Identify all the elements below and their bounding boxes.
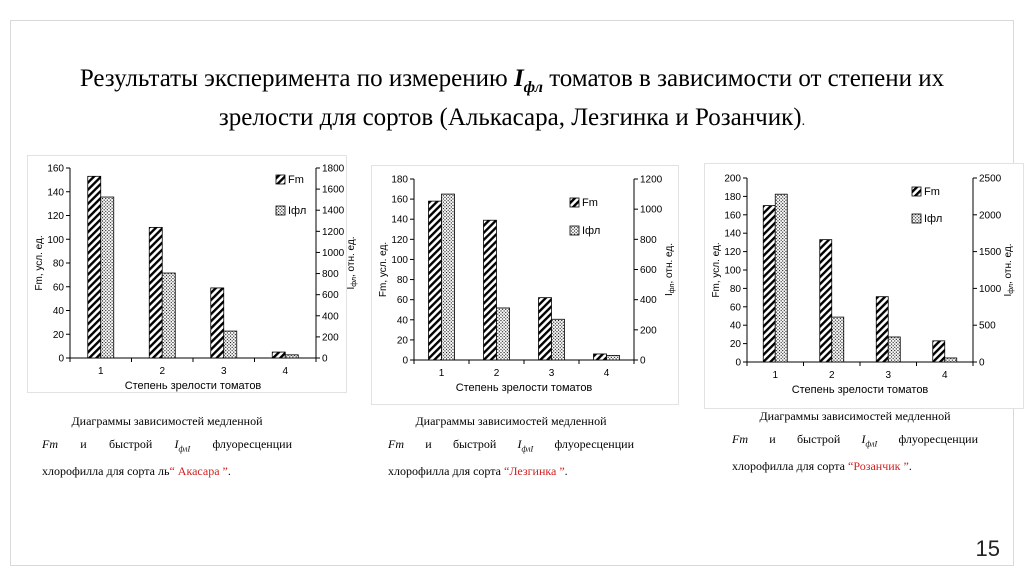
y2-tick-label: 0 [322, 353, 328, 365]
y-tick-label: 40 [396, 315, 408, 327]
caption-fm: Fm [732, 432, 748, 446]
title-symbol-sub: фл [523, 79, 543, 96]
chart-panel-lezginka [371, 165, 679, 405]
y-tick-label: 60 [729, 302, 741, 314]
y-tick-label: 0 [402, 355, 408, 367]
caption-line-1: Диаграммы зависимостей медленной [71, 414, 263, 428]
y-tick-label: 20 [729, 339, 741, 351]
bar-ifl [552, 319, 565, 360]
bar-fm [539, 298, 552, 360]
chart-panel-alkasara [27, 155, 358, 393]
y2-tick-label: 1200 [640, 174, 663, 186]
page-number: 15 [975, 536, 1000, 561]
y-tick-label: 120 [391, 234, 408, 246]
caption-sort-name: “ Акасара ” [169, 464, 228, 479]
chart-panel-rozanchik [704, 163, 1024, 409]
caption-line-3: хлорофилла для сорта ль“ Акасара ”. [42, 464, 231, 479]
y-tick-label: 0 [58, 353, 64, 365]
legend-label-ifl: Iфл [924, 213, 943, 225]
y-tick-label: 120 [724, 247, 741, 259]
title-line-1 [40, 64, 984, 103]
bar-fm [484, 220, 497, 360]
x-tick-label: 4 [941, 370, 948, 381]
y2-tick-label: 400 [640, 295, 657, 307]
caption-line-1: Диаграммы зависимостей медленной [415, 414, 607, 428]
y-tick-label: 140 [47, 187, 64, 199]
y-tick-label: 180 [391, 174, 408, 186]
legend-swatch-ifl [912, 214, 921, 223]
x-tick-label: 2 [828, 370, 835, 381]
legend-label-fm: Fm [924, 186, 940, 198]
caption-line-1: Диаграммы зависимостей медленной [759, 409, 951, 423]
chart-svg [28, 156, 358, 394]
y2-tick-label: 800 [640, 234, 657, 246]
y-tick-label: 80 [396, 275, 408, 287]
y-tick-label: 40 [52, 306, 64, 317]
legend-label-fm: Fm [582, 197, 598, 209]
x-tick-label: 3 [220, 366, 227, 377]
y-tick-label: 100 [391, 254, 408, 266]
y-tick-label: 160 [47, 163, 64, 175]
y-tick-label: 20 [396, 335, 408, 347]
bar-fm [149, 227, 162, 358]
x-tick-label: 3 [885, 370, 892, 381]
y-tick-label: 120 [47, 211, 64, 222]
bar-ifl [497, 308, 510, 360]
y2-axis-label: $I_{фл}$, отн. ед. [664, 243, 676, 296]
bar-fm [820, 240, 832, 362]
y-axis-label: Fm, усл. ед. [711, 242, 722, 298]
bar-fm [272, 352, 285, 358]
y2-tick-label: 800 [322, 269, 339, 281]
title-text-3: зрелости для сортов (Алькасара, Лезгинка и Розанчик) [218, 104, 802, 131]
bar-ifl [832, 317, 844, 362]
y2-tick-label: 1500 [979, 247, 1002, 259]
y2-tick-label: 1600 [322, 184, 345, 196]
caption-line-2: Fm и быстрой $I_{флI}$ флуоресценции [732, 428, 978, 455]
y2-tick-label: 0 [979, 357, 985, 369]
y-tick-label: 0 [735, 357, 741, 369]
bar-fm [933, 341, 945, 362]
y2-tick-label: 600 [640, 265, 657, 276]
bar-ifl [101, 197, 114, 358]
bar-ifl [162, 273, 175, 358]
caption-line-3: хлорофилла для сорта “Розанчик ”. [732, 459, 912, 474]
title-line-2: зрелости для сортов (Алькасара, Лезгинка и Розанчик). [218, 104, 806, 131]
caption-ifl: $I_{флI}$ [861, 432, 878, 449]
y-tick-label: 100 [47, 234, 64, 246]
bar-ifl [775, 194, 787, 362]
y-tick-label: 60 [396, 295, 408, 307]
y2-tick-label: 1200 [322, 226, 345, 238]
legend-label-ifl: Iфл [288, 205, 307, 217]
caption-alkasara [42, 410, 292, 483]
y2-tick-label: 1400 [322, 205, 345, 217]
slide-title [40, 64, 984, 137]
y2-tick-label: 1800 [322, 163, 345, 175]
caption-line-2: Fm и быстрой $I_{флI}$ флуоресценции [42, 433, 292, 460]
x-tick-label: 4 [282, 366, 289, 377]
legend-swatch-ifl [276, 206, 285, 215]
bar-ifl [945, 358, 957, 362]
y2-tick-label: 400 [322, 311, 339, 323]
x-tick-label: 2 [159, 366, 166, 377]
y-tick-label: 80 [729, 283, 741, 295]
title-symbol: $I_{фл}$ [513, 65, 543, 96]
caption-line-3: хлорофилла для сорта “Лезгинка ”. [388, 464, 568, 479]
y2-tick-label: 1000 [979, 283, 1002, 295]
bar-fm [211, 288, 224, 358]
legend-label-fm: Fm [288, 174, 304, 186]
x-axis-label: Степень зрелости томатов [455, 382, 593, 394]
caption-sort-name: “Розанчик ” [848, 459, 909, 474]
caption-sort-name: “Лезгинка ” [504, 464, 565, 479]
legend-label-ifl: Iфл [582, 225, 601, 237]
title-text-2: томатов в зависимости от степени их [542, 65, 945, 92]
x-tick-label: 1 [772, 370, 779, 381]
caption-fm: Fm [42, 437, 58, 451]
caption-fm: Fm [388, 437, 404, 451]
y2-tick-label: 2000 [979, 210, 1002, 222]
y2-tick-label: 600 [322, 290, 339, 302]
bar-ifl [888, 337, 900, 362]
y-tick-label: 140 [391, 214, 408, 226]
y-tick-label: 80 [52, 258, 64, 270]
y2-tick-label: 0 [640, 355, 646, 367]
title-text-1: Результаты эксперимента по измерению [79, 65, 514, 92]
y2-tick-label: 200 [640, 325, 657, 337]
y-tick-label: 160 [724, 210, 741, 222]
bar-fm [429, 201, 442, 360]
chart-svg [705, 164, 1025, 410]
y-tick-label: 20 [52, 329, 64, 341]
bar-fm [594, 354, 607, 360]
caption-ifl: $I_{флI}$ [174, 437, 191, 454]
y-axis-label: Fm, усл. ед. [378, 241, 389, 298]
y-tick-label: 180 [724, 191, 741, 203]
y2-axis-label: $I_{фл}$, отн. ед. [1003, 243, 1015, 297]
legend-swatch-fm [276, 175, 285, 184]
y-tick-label: 40 [729, 320, 741, 332]
y-tick-label: 60 [52, 282, 64, 294]
y2-tick-label: 200 [322, 332, 339, 344]
bar-ifl [442, 194, 455, 360]
bar-ifl [285, 355, 298, 358]
legend-swatch-ifl [570, 226, 579, 235]
y-tick-label: 200 [724, 173, 741, 185]
caption-lezginka [388, 410, 634, 483]
bar-ifl [224, 331, 237, 358]
bar-ifl [607, 355, 620, 360]
x-axis-label: Степень зрелости томатов [791, 384, 929, 396]
x-tick-label: 3 [548, 368, 555, 379]
caption-rozanchik [732, 405, 978, 478]
y-axis-label: Fm, усл. ед. [34, 235, 45, 291]
caption-line-2: Fm и быстрой $I_{флI}$ флуоресценции [388, 433, 634, 460]
y2-tick-label: 1000 [640, 204, 663, 216]
x-tick-label: 1 [97, 366, 104, 377]
legend-swatch-fm [912, 187, 921, 196]
bar-fm [763, 206, 775, 362]
x-tick-label: 4 [603, 368, 610, 379]
y-tick-label: 100 [724, 265, 741, 277]
y2-axis-label: $I_{фл}$, отн. ед. [346, 236, 358, 290]
legend-swatch-fm [570, 198, 579, 207]
x-axis-label: Степень зрелости томатов [124, 380, 262, 392]
x-tick-label: 1 [438, 368, 445, 379]
y2-tick-label: 2500 [979, 173, 1002, 185]
x-tick-label: 2 [493, 368, 500, 379]
caption-ifl: $I_{флI}$ [517, 437, 534, 454]
bar-fm [876, 297, 888, 362]
y2-tick-label: 500 [979, 320, 996, 332]
y-tick-label: 160 [391, 194, 408, 206]
chart-svg [372, 166, 680, 406]
y2-tick-label: 1000 [322, 247, 345, 259]
bar-fm [88, 176, 101, 358]
y-tick-label: 140 [724, 228, 741, 240]
